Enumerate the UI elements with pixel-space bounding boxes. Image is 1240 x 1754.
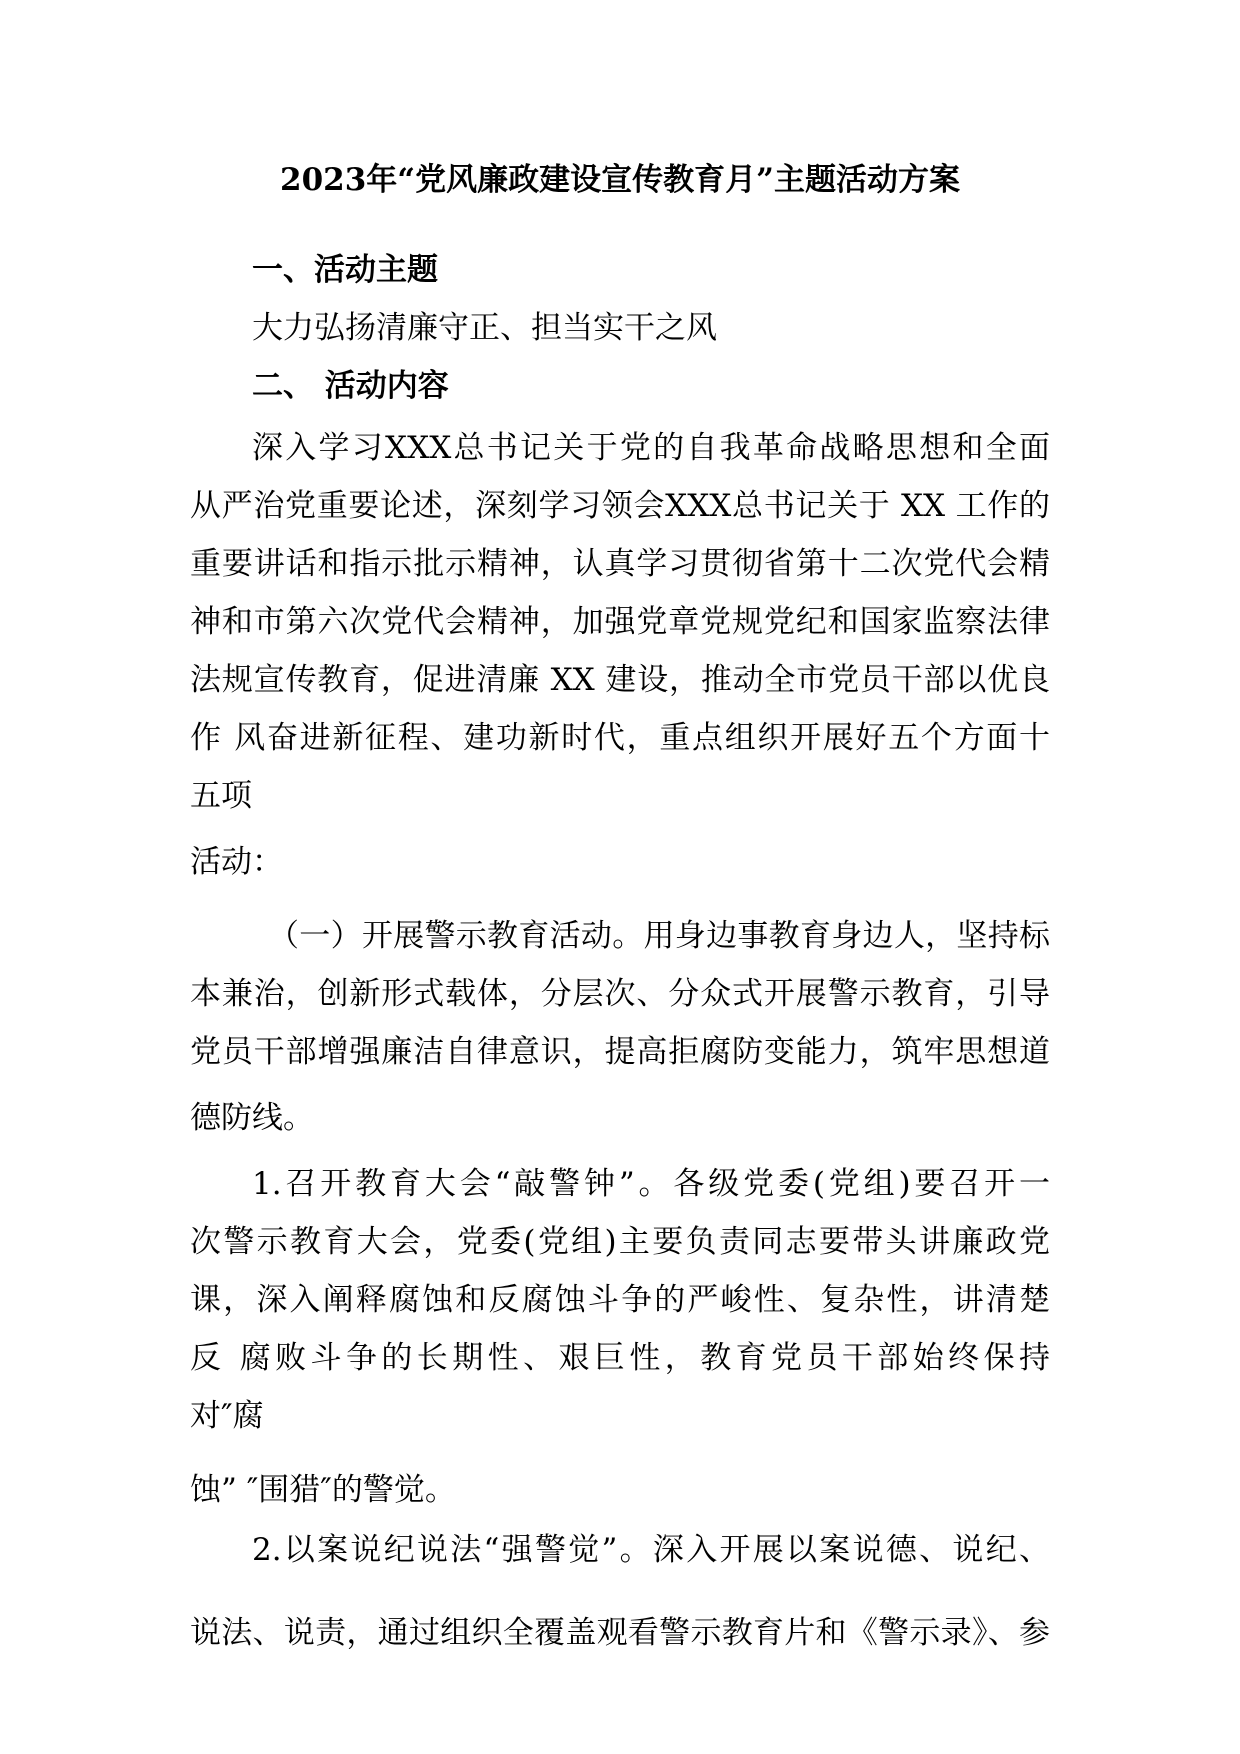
paragraph-line: 2.以案说纪说法“强警觉”。深入开展以案说德、说纪、 — [252, 1532, 1050, 1568]
paragraph-line: 课，深入阐释腐蚀和反腐蚀斗争的严峻性、复杂性，讲清楚 — [190, 1282, 1050, 1318]
paragraph-line: 1.召开教育大会“敲警钟”。各级党委(党组)要召开一 — [252, 1166, 1050, 1202]
theme-text: 大力弘扬清廉守正、担当实干之风 — [252, 310, 717, 346]
paragraph-line: 作 风奋进新征程、建功新时代，重点组织开展好五个方面十 — [190, 720, 1050, 756]
activities-label: 活动： — [190, 844, 283, 880]
paragraph-line: 深入学习XXX总书记关于党的自我革命战略思想和全面 — [252, 430, 1050, 466]
document-title: 2023年“党风廉政建设宣传教育月”主题活动方案 — [280, 162, 960, 198]
paragraph-line: 说法、说责，通过组织全覆盖观看警示教育片和《警示录》、参 — [190, 1615, 1050, 1651]
paragraph-line: 德防线。 — [190, 1100, 314, 1136]
paragraph-line: 反 腐败斗争的长期性、艰巨性，教育党员干部始终保持 — [190, 1340, 1050, 1376]
paragraph-line: 重要讲话和指示批示精神，认真学习贯彻省第十二次党代会精 — [190, 546, 1050, 582]
paragraph-line: （一）开展警示教育活动。用身边事教育身边人，坚持标 — [268, 918, 1050, 954]
paragraph-line: 蚀” ″围猎″的警觉。 — [190, 1472, 456, 1508]
paragraph-line: 法规宣传教育，促进清廉 XX 建设，推动全市党员干部以优良 — [190, 662, 1050, 698]
paragraph-line: 对″腐 — [190, 1398, 264, 1434]
paragraph-line: 党员干部增强廉洁自律意识，提高拒腐防变能力，筑牢思想道 — [190, 1034, 1050, 1070]
paragraph-line: 次警示教育大会，党委(党组)主要负责同志要带头讲廉政党 — [190, 1224, 1050, 1260]
section-heading-content: 二、 活动内容 — [252, 368, 449, 404]
paragraph-line: 从严治党重要论述，深刻学习领会XXX总书记关于 XX 工作的 — [190, 488, 1050, 524]
section-heading-theme: 一、活动主题 — [252, 252, 438, 288]
paragraph-line: 本兼治，创新形式载体，分层次、分众式开展警示教育，引导 — [190, 976, 1050, 1012]
paragraph-line: 五项 — [190, 778, 252, 814]
paragraph-line: 神和市第六次党代会精神，加强党章党规党纪和国家监察法律 — [190, 604, 1050, 640]
